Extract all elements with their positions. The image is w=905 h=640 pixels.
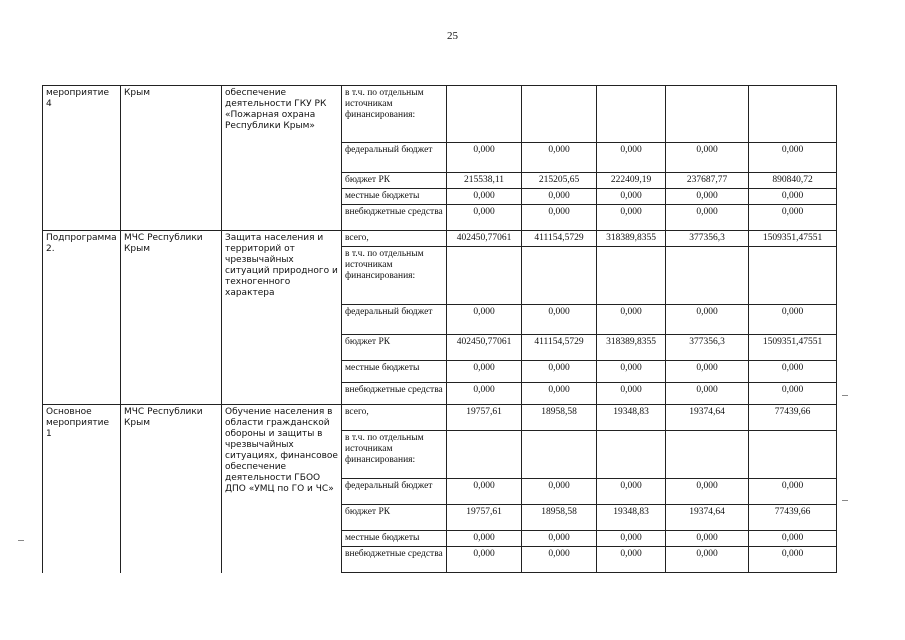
amount-cell: 0,000: [749, 361, 837, 383]
amount-cell: [447, 431, 522, 479]
table-row: [43, 86, 837, 143]
amount-cell: 0,000: [447, 547, 522, 573]
amount-cell: 0,000: [447, 189, 522, 205]
amount-cell: 0,000: [749, 205, 837, 231]
funding-source-cell: местные бюджеты: [342, 531, 447, 547]
scan-mark: [842, 500, 848, 501]
description-cell: Защита населения и территорий от чрезвычайных ситуаций природного и техногенного характера: [222, 231, 342, 405]
amount-cell: 0,000: [522, 531, 597, 547]
amount-cell: 19374,64: [666, 505, 749, 531]
amount-cell: 0,000: [522, 305, 597, 335]
amount-cell: 0,000: [447, 305, 522, 335]
amount-cell: [749, 86, 837, 143]
amount-cell: [522, 247, 597, 305]
amount-cell: 19374,64: [666, 405, 749, 431]
amount-cell: 0,000: [597, 189, 666, 205]
amount-cell: 1509351,47551: [749, 231, 837, 247]
table-row: [43, 405, 837, 431]
funding-source-cell: бюджет РК: [342, 505, 447, 531]
amount-cell: 0,000: [597, 361, 666, 383]
amount-cell: 377356,3: [666, 335, 749, 361]
amount-cell: 19348,83: [597, 505, 666, 531]
amount-cell: 411154,5729: [522, 335, 597, 361]
amount-cell: 0,000: [522, 205, 597, 231]
amount-cell: 318389,8355: [597, 335, 666, 361]
amount-cell: 0,000: [666, 205, 749, 231]
scan-mark: [842, 395, 848, 396]
event-cell: Подпрограмма 2.: [43, 231, 121, 405]
budget-table: [42, 85, 837, 573]
scan-mark: [18, 540, 24, 541]
amount-cell: 0,000: [522, 143, 597, 173]
funding-source-cell: местные бюджеты: [342, 189, 447, 205]
funding-source-cell: внебюджетные средства: [342, 547, 447, 573]
description-cell: Обучение населения в области гражданской обороны и защиты в чрезвычайных ситуациях, финансовое обеспечение деятельности ГБОО ДПО «УМЦ по ГО и ЧС»: [222, 405, 342, 573]
executor-cell: МЧС Республики Крым: [121, 405, 222, 573]
amount-cell: 0,000: [749, 383, 837, 405]
amount-cell: 0,000: [522, 479, 597, 505]
funding-source-cell: всего,: [342, 231, 447, 247]
amount-cell: 0,000: [597, 205, 666, 231]
amount-cell: 0,000: [749, 531, 837, 547]
amount-cell: 0,000: [447, 205, 522, 231]
amount-cell: 0,000: [666, 189, 749, 205]
amount-cell: [749, 247, 837, 305]
amount-cell: 0,000: [597, 547, 666, 573]
amount-cell: 0,000: [666, 361, 749, 383]
amount-cell: 0,000: [597, 143, 666, 173]
amount-cell: 222409,19: [597, 173, 666, 189]
funding-source-cell: внебюджетные средства: [342, 383, 447, 405]
amount-cell: 0,000: [597, 531, 666, 547]
amount-cell: 19757,61: [447, 405, 522, 431]
amount-cell: [597, 431, 666, 479]
amount-cell: 77439,66: [749, 505, 837, 531]
funding-source-cell: федеральный бюджет: [342, 305, 447, 335]
amount-cell: [447, 247, 522, 305]
amount-cell: 0,000: [666, 383, 749, 405]
amount-cell: 18958,58: [522, 405, 597, 431]
executor-cell: Крым: [121, 86, 222, 231]
amount-cell: 77439,66: [749, 405, 837, 431]
funding-source-cell: всего,: [342, 405, 447, 431]
amount-cell: 237687,77: [666, 173, 749, 189]
amount-cell: [597, 86, 666, 143]
amount-cell: 0,000: [666, 547, 749, 573]
amount-cell: 0,000: [749, 547, 837, 573]
amount-cell: [522, 431, 597, 479]
amount-cell: 0,000: [447, 361, 522, 383]
amount-cell: [666, 247, 749, 305]
amount-cell: 0,000: [749, 143, 837, 173]
amount-cell: [597, 247, 666, 305]
amount-cell: 0,000: [666, 305, 749, 335]
amount-cell: 402450,77061: [447, 335, 522, 361]
funding-source-cell: бюджет РК: [342, 335, 447, 361]
amount-cell: 318389,8355: [597, 231, 666, 247]
amount-cell: 0,000: [597, 479, 666, 505]
amount-cell: 0,000: [666, 479, 749, 505]
amount-cell: 0,000: [749, 189, 837, 205]
amount-cell: 215538,11: [447, 173, 522, 189]
amount-cell: 0,000: [522, 189, 597, 205]
page-number: 25: [447, 30, 458, 42]
amount-cell: [666, 86, 749, 143]
funding-source-cell: в т.ч. по отдельным источникам финансирования:: [342, 247, 447, 305]
amount-cell: [749, 431, 837, 479]
amount-cell: 411154,5729: [522, 231, 597, 247]
amount-cell: 19348,83: [597, 405, 666, 431]
funding-source-cell: внебюджетные средства: [342, 205, 447, 231]
amount-cell: 890840,72: [749, 173, 837, 189]
amount-cell: 0,000: [597, 305, 666, 335]
amount-cell: 0,000: [749, 479, 837, 505]
amount-cell: 0,000: [447, 143, 522, 173]
table-row: [43, 231, 837, 247]
amount-cell: 402450,77061: [447, 231, 522, 247]
amount-cell: 215205,65: [522, 173, 597, 189]
amount-cell: 377356,3: [666, 231, 749, 247]
amount-cell: 0,000: [597, 383, 666, 405]
description-cell: обеспечение деятельности ГКУ РК «Пожарная охрана Республики Крым»: [222, 86, 342, 231]
amount-cell: 0,000: [666, 143, 749, 173]
amount-cell: [666, 431, 749, 479]
amount-cell: 1509351,47551: [749, 335, 837, 361]
funding-source-cell: местные бюджеты: [342, 361, 447, 383]
amount-cell: 0,000: [447, 383, 522, 405]
event-cell: мероприятие 4: [43, 86, 121, 231]
amount-cell: 0,000: [749, 305, 837, 335]
amount-cell: 0,000: [447, 479, 522, 505]
amount-cell: 0,000: [522, 383, 597, 405]
event-cell: Основное мероприятие 1: [43, 405, 121, 573]
funding-source-cell: бюджет РК: [342, 173, 447, 189]
amount-cell: [522, 86, 597, 143]
amount-cell: 18958,58: [522, 505, 597, 531]
executor-cell: МЧС Республики Крым: [121, 231, 222, 405]
amount-cell: 0,000: [522, 361, 597, 383]
amount-cell: 0,000: [522, 547, 597, 573]
amount-cell: 19757,61: [447, 505, 522, 531]
funding-source-cell: в т.ч. по отдельным источникам финансирования:: [342, 86, 447, 143]
amount-cell: [447, 86, 522, 143]
funding-source-cell: федеральный бюджет: [342, 479, 447, 505]
amount-cell: 0,000: [447, 531, 522, 547]
amount-cell: 0,000: [666, 531, 749, 547]
funding-source-cell: в т.ч. по отдельным источникам финансирования:: [342, 431, 447, 479]
funding-source-cell: федеральный бюджет: [342, 143, 447, 173]
